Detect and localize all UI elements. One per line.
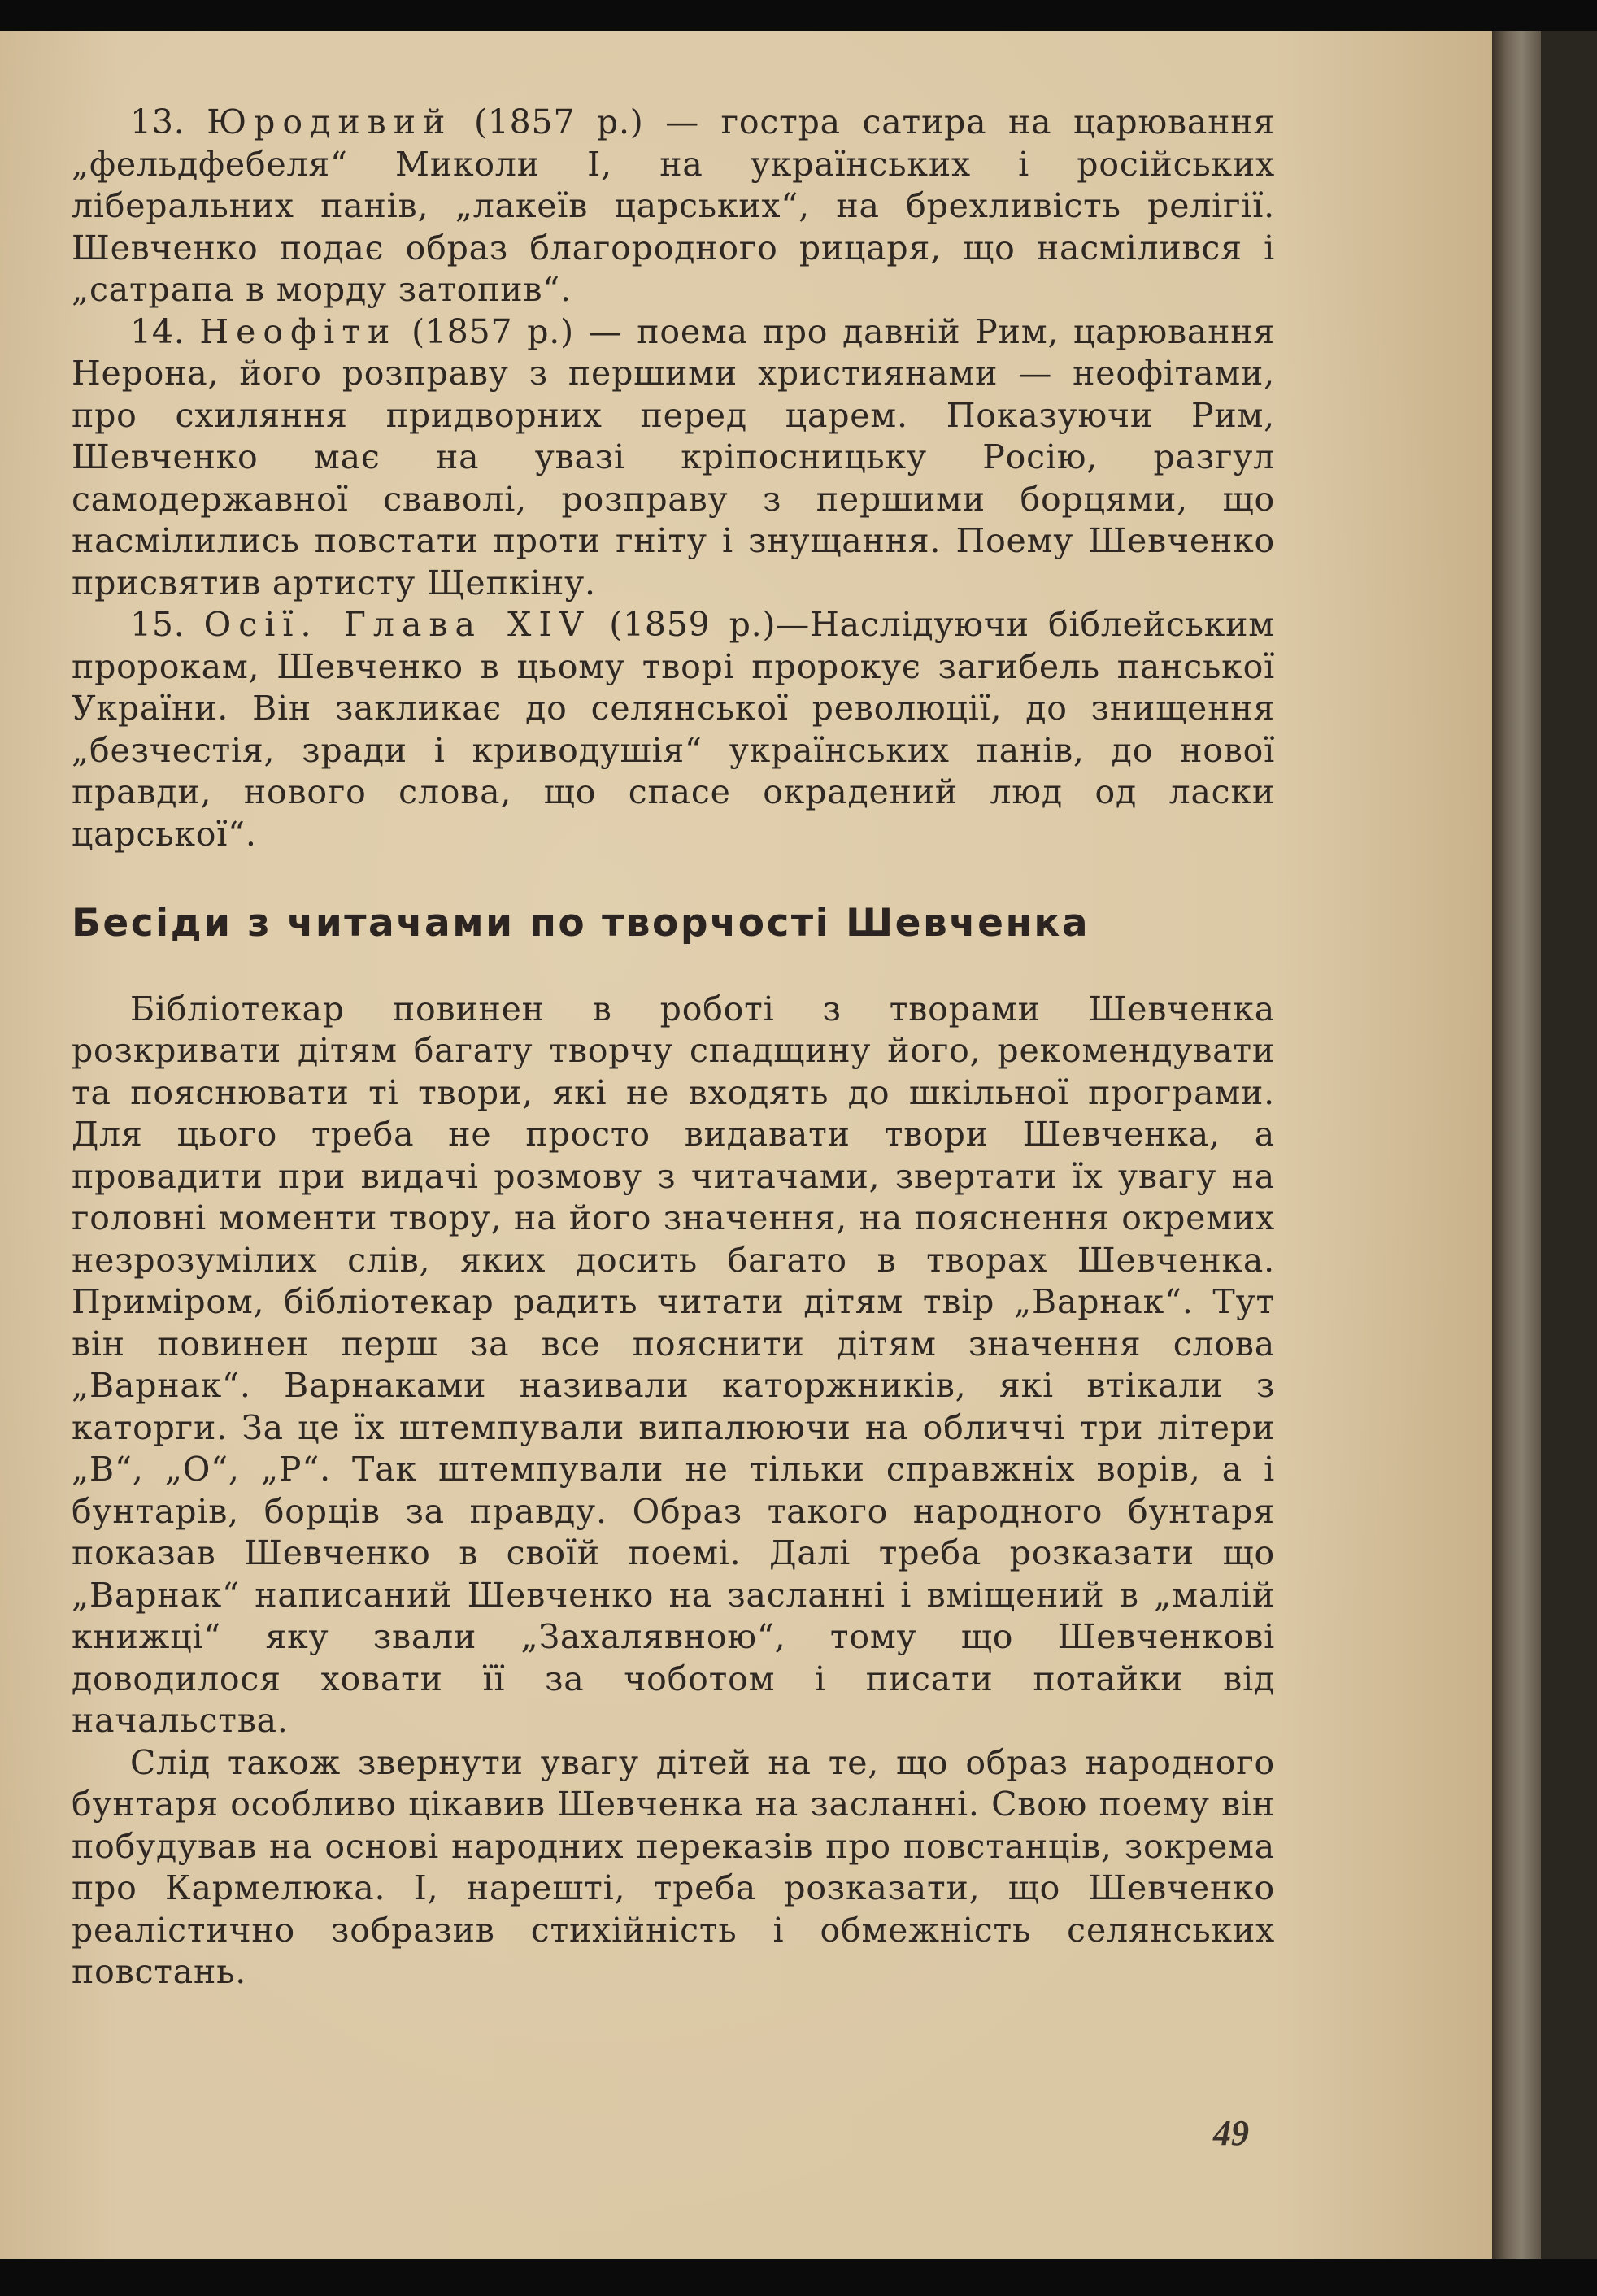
entry-text: (1857 р.) — гостра сатира на царювання „фельдфебеля“ Миколи I, на українських і російських ліберальних панів, „лакеїв царських“, на брехливість релігії. Шевченко подає образ благородного рицаря, що насмілився і „сатрапа в морду затопив“. <box>72 102 1275 309</box>
entry-number: 13. <box>130 102 185 141</box>
entry-title: Осії. Глава XIV <box>203 605 591 644</box>
entry-13 <box>72 102 1275 311</box>
entry-14 <box>72 311 1275 605</box>
body-paragraph: Слід також звернути увагу дітей на те, що образ народного бунтаря особливо цікавив Шевченка на засланні. Свою поему він побудував на основі народних переказів про повстанців, зокрема про Кармелюка. І, нарешті, треба розказати, що Шевченко реалістично зобразив стихійність і обмежність селянських повстань. <box>72 1742 1275 1991</box>
page-text <box>72 102 1275 1994</box>
entry-15 <box>72 604 1275 855</box>
entry-text: (1859 р.)—Наслідуючи біблейським пророкам, Шевченко в цьому творі пророкує загибель панської України. Він закликає до селянської революції, до знищення „безчестія, зради і криводушія“ українських панів, до нової правди, нового слова, що спасе окрадений люд од ласки царської“. <box>72 605 1275 854</box>
entry-title: Неофіти <box>199 311 398 351</box>
entry-title: Юродивий <box>207 102 453 141</box>
entry-number: 15. <box>130 605 185 644</box>
book-binding <box>1492 31 1541 2259</box>
page-number: 49 <box>1213 2113 1249 2153</box>
book-binding-shadow <box>1541 31 1597 2259</box>
entry-number: 14. <box>130 311 185 351</box>
body-paragraph: Бібліотекар повинен в роботі з творами Шевченка розкривати дітям багату творчу спадщину його, рекомендувати та пояснювати ті твори, які не входять до шкільної програми. Для цього треба не просто видавати твори Шевченка, а провадити при видачі розмову з читачами, звертати їх увагу на головні моменти твору, на його значення, на пояснення окремих незрозумілих слів, яких досить багато в творах Шевченка. Приміром, бібліотекар радить читати дітям твір „Варнак“. Тут він повинен перш за все пояснити дітям значення слова „Варнак“. Варнаками називали каторжників, які втікали з каторги. За це їх штемпували випалюючи на обличчі три літери „В“, „О“, „Р“. Так штемпували не тільки справжніх ворів, а і бунтарів, борців за правду. Образ такого народного бунтаря показав Шевченко в своїй поемі. Далі треба розказати що „Варнак“ написаний Шевченко на засланні і вміщений в „малій книжці“ яку звали „Захалявною“, тому що Шевченкові доводилося ховати її за чоботом і писати потайки від начальства. <box>72 989 1275 1740</box>
entry-text: (1857 р.) — поема про давній Рим, царювання Нерона, його розправу з першими християнами — неофітами, про схиляння придворних перед царем. Показуючи Рим, Шевченко має на увазі кріпосницьку Росію, разгул самодержавної сваволі, розправу з першими борцями, що насмілились повстати проти гніту і знущання. Поему Шевченко присвятив артисту Щепкіну. <box>72 311 1275 602</box>
section-heading: Бесіди з читачами по творчості Шевченка <box>72 901 1090 946</box>
